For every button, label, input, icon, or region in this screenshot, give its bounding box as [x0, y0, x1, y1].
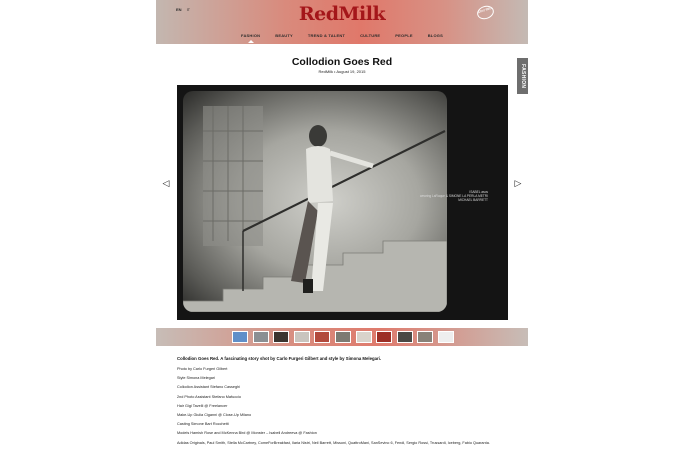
thumb-11[interactable]: [438, 331, 454, 343]
nav-trend-talent[interactable]: TREND & TALENT: [307, 33, 346, 38]
lang-en-link[interactable]: EN: [176, 7, 182, 12]
thumb-2[interactable]: [253, 331, 269, 343]
thumb-5[interactable]: [314, 331, 330, 343]
thumbnail-strip: [156, 328, 528, 346]
thumb-6[interactable]: [335, 331, 351, 343]
article-body: [177, 356, 507, 450]
article-title: Collodion Goes Red: [291, 56, 393, 68]
credit-line: Adidas Originals, Paul Smith, Stella McCartney, ComeForBreakfast, Ilaria Nistri, Neil Barrett, Missoni, QuattroMani, SanSevino 6, Fendi, Sergio Rossi, Trussardi, Iceberg, Fabio Quaranta.: [177, 440, 490, 445]
nav-people[interactable]: PEOPLE: [395, 33, 413, 38]
credit-line: 2nd Photo Assistant Stefano Mafuccio: [177, 394, 241, 399]
photo-illustration: [183, 91, 447, 312]
credit-line: Casting Simone Bart Rocchetti: [177, 422, 229, 427]
thumb-8[interactable]: [376, 331, 392, 343]
credit-line: Make-Up Giulia Ciganni @ Close-Up Milano: [177, 412, 252, 417]
prev-arrow-icon[interactable]: ◁: [162, 178, 170, 188]
nav-fashion[interactable]: FASHION: [241, 33, 261, 38]
lang-it-link[interactable]: IT: [186, 7, 191, 12]
article-intro: Collodion Goes Red. A fascinating story shot by Carlo Furgeri Gilbert and style by Simona Melegari.: [177, 356, 382, 361]
photo-plate: [183, 91, 447, 312]
credit-line: Photo by Carlo Furgeri Gilbert: [177, 367, 228, 371]
site-logo[interactable]: RedMilk: [298, 3, 386, 25]
next-arrow-icon[interactable]: ▷: [514, 178, 522, 188]
thumb-4[interactable]: [294, 331, 310, 343]
credit-line: Collodion Assistant Stefano Casseghi: [177, 385, 241, 390]
credit-line: Style Simona Melegari: [177, 376, 215, 381]
nav-beauty[interactable]: BEAUTY: [275, 33, 293, 38]
photo-caption: ISABEL asos wearing LaRoque & SIMONE LA PERLA METRI MICHAEL BARRETT: [419, 190, 488, 202]
thumb-7[interactable]: [356, 331, 372, 343]
article-byline: RedMilk • August 19, 2015: [318, 69, 366, 74]
thumb-1[interactable]: [232, 331, 248, 343]
thumb-10[interactable]: [417, 331, 433, 343]
thumb-3[interactable]: [273, 331, 289, 343]
thumb-9[interactable]: [397, 331, 413, 343]
site-header: [156, 0, 528, 44]
nav-blogs[interactable]: BLOGS: [427, 33, 443, 38]
stamp-badge[interactable]: STAY RED: [475, 4, 495, 22]
main-nav: [156, 33, 528, 38]
hero-photo: [177, 85, 508, 320]
section-side-tab[interactable]: FASHION: [517, 58, 528, 94]
credit-line: Hair Gigi Tavelli @ Freelancer: [177, 403, 228, 408]
nav-culture[interactable]: CULTURE: [360, 33, 381, 38]
credit-line: Models Hamish Rose and McKenna Bird @ Monster – Isabell Andreeva @ Fashion: [177, 431, 317, 436]
